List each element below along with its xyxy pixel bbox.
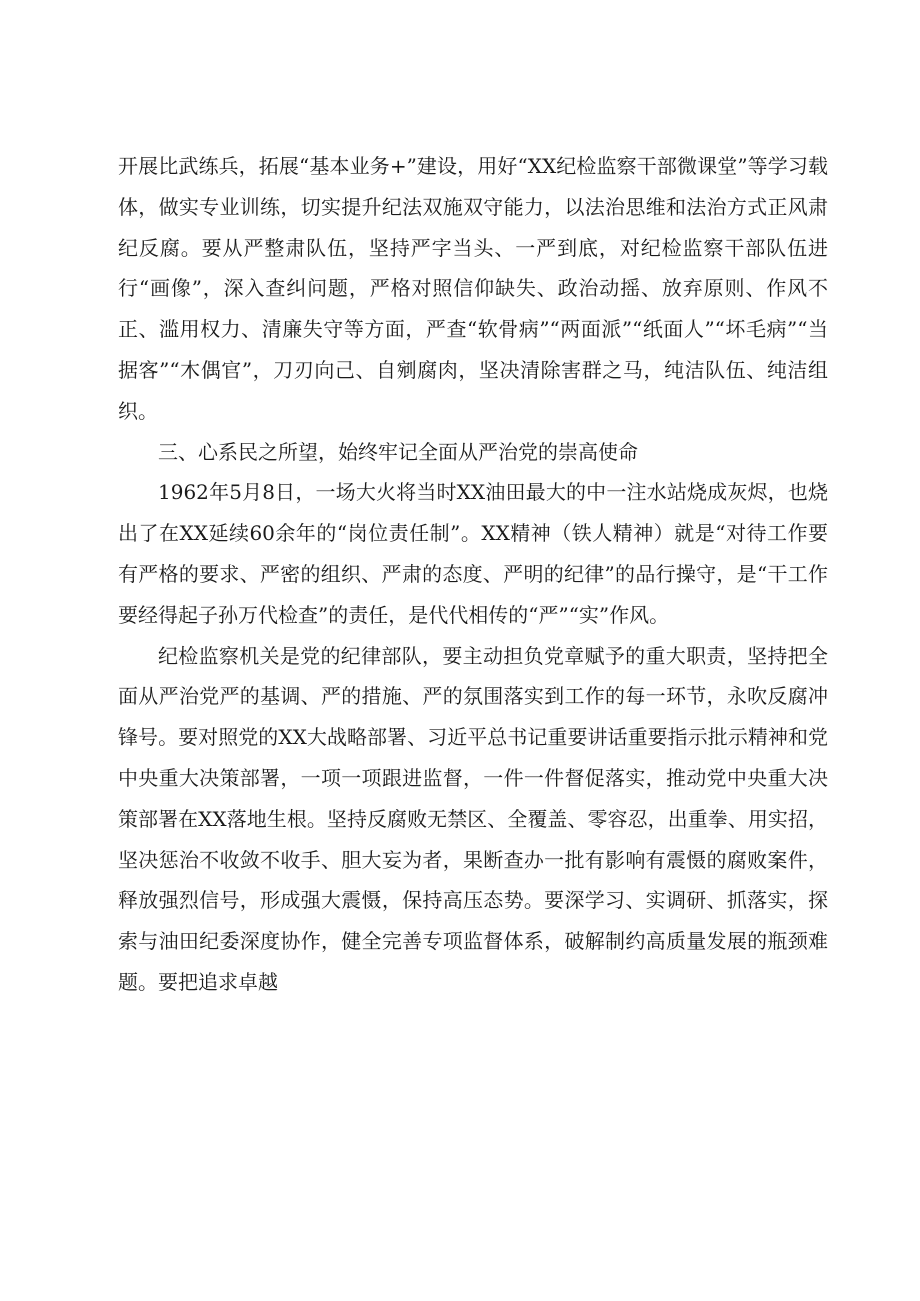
section-heading: 三、心系民之所望，始终牢记全面从严治党的崇高使命 (158, 439, 638, 464)
document-body (118, 146, 828, 1003)
paragraph-1962: 1962年5月8日，一场大火将当时XX油田最大的中一注水站烧成灰烬，也烧出了在XX延续60余年的“岗位责任制”。XX精神（铁人精神）就是“对待工作要有严格的要求、严密的组织、严肃的态度、严明的纪律”的品行操守，是“干工作要经得起子孙万代检查”的责任，是代代相传的“严”“实”作风。 (118, 480, 828, 627)
paragraph-discipline-inspection: 纪检监察机关是党的纪律部队，要主动担负党章赋予的重大职责，坚持把全面从严治党严的基调、严的措施、严的氛围落实到工作的每一环节，永吹反腐冲锋号。要对照党的XX大战略部署、习近平总书记重要讲话重要指示批示精神和党中央重大决策部署，一项一项跟进监督，一件一件督促落实，推动党中央重大决策部署在XX落地生根。坚持反腐败无禁区、全覆盖、零容忍，出重拳、用实招，坚决惩治不收敛不收手、胆大妄为者，果断查办一批有影响有震慑的腐败案件，释放强烈信号，形成强大震慑，保持高压态势。要深学习、实调研、抓落实，探索与油田纪委深度协作，健全完善专项监督体系，破解制约高质量发展的瓶颈难题。要把追求卓越 (118, 643, 828, 994)
paragraph-continued: 开展比武练兵，拓展“基本业务+”建设，用好“XX纪检监察干部微课堂”等学习载体，做实专业训练，切实提升纪法双施双守能力，以法治思维和法治方式正风肃纪反腐。要从严整肃队伍，坚持严字当头、一严到底，对纪检监察干部队伍进行“画像”，深入查纠问题，严格对照信仰缺失、政治动摇、放弃原则、作风不正、滥用权力、清廉失守等方面，严查“软骨病”“两面派”“纸面人”“坏毛病”“当据客”“木偶官”，刀刃向己、自剜腐肉，坚决清除害群之马，纯洁队伍、纯洁组织。 (118, 154, 828, 423)
